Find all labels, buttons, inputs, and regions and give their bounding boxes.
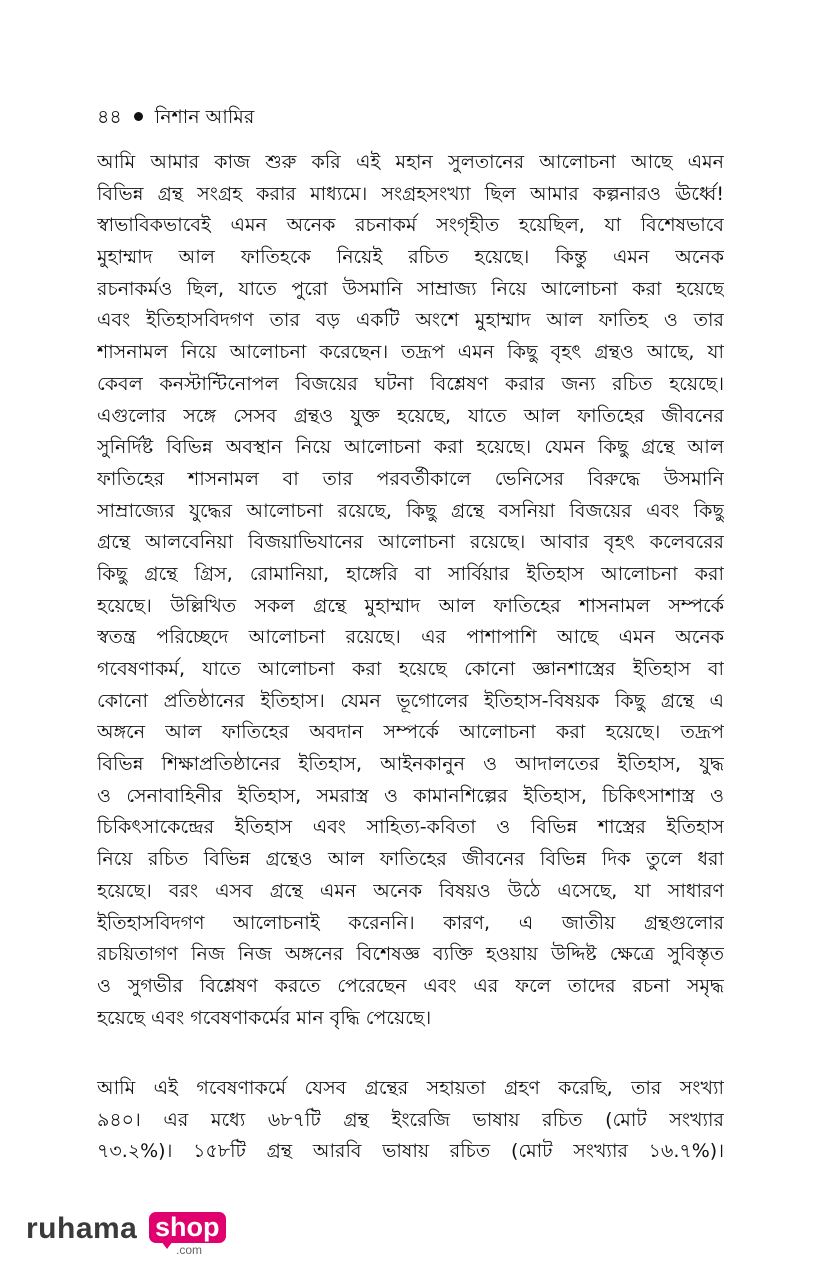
logo-domain-text: .com <box>176 1243 203 1257</box>
text-line: হয়েছে। বরং এসব গ্রন্থে এমন অনেক বিষয়ও উঠে এসেছে, যা সাধারণ <box>97 879 724 902</box>
text-line: গ্রন্থে আলবেনিয়া বিজয়াভিযানের আলোচনা রয়েছে। আবার বৃহৎ কলেবরের <box>97 531 724 554</box>
text-line: এবং ইতিহাসবিদগণ তার বড় একটি অংশে মুহাম্মাদ আল ফাতিহ ও তার <box>97 309 724 332</box>
text-line: ইতিহাসবিদগণ আলোচনাই করেননি। কারণ, এ জাতীয় গ্রন্থগুলোর <box>97 911 724 934</box>
logo-brand-text: ruhama <box>26 1212 138 1245</box>
speech-tail-icon <box>161 1241 173 1249</box>
text-line: বিভিন্ন শিক্ষাপ্রতিষ্ঠানের ইতিহাস, আইনকানুন ও আদালতের ইতিহাস, যুদ্ধ <box>97 753 724 776</box>
text-line: সুনির্দিষ্ট বিভিন্ন অবস্থান নিয়ে আলোচনা করা হয়েছে। যেমন কিছু গ্রন্থে আল <box>97 436 724 459</box>
text-line: হয়েছে। উল্লিখিত সকল গ্রন্থে মুহাম্মাদ আল ফাতিহের শাসনামল সম্পর্কে <box>97 594 724 617</box>
text-line: কেবল কনস্টান্টিনোপল বিজয়ের ঘটনা বিশ্লেষণ করার জন্য রচিত হয়েছে। <box>97 372 724 395</box>
text-line: সাম্রাজ্যের যুদ্ধের আলোচনা রয়েছে, কিছু গ্রন্থে বসনিয়া বিজয়ের এবং কিছু <box>97 499 724 522</box>
text-line: চিকিৎসাকেন্দ্রের ইতিহাস এবং সাহিত্য-কবিতা ও বিভিন্ন শাস্ত্রের ইতিহাস <box>97 816 724 839</box>
ruhamashop-watermark-logo <box>26 1210 226 1260</box>
text-line: মুহাম্মাদ আল ফাতিহকে নিয়েই রচিত হয়েছে। কিন্তু এমন অনেক <box>97 246 724 269</box>
text-line: বিভিন্ন গ্রন্থ সংগ্রহ করার মাধ্যমে। সংগ্রহসংখ্যা ছিল আমার কল্পনারও ঊর্ধ্বে! <box>97 182 724 205</box>
text-line: কিছু গ্রন্থে গ্রিস, রোমানিয়া, হাঙ্গেরি বা সার্বিয়ার ইতিহাস আলোচনা করা <box>97 562 724 585</box>
text-line: ও সেনাবাহিনীর ইতিহাস, সমরাস্ত্র ও কামানশিল্পের ইতিহাস, চিকিৎসাশাস্ত্র ও <box>97 784 724 807</box>
text-line: কোনো প্রতিষ্ঠানের ইতিহাস। যেমন ভূগোলের ইতিহাস-বিষয়ক কিছু গ্রন্থে এ <box>97 689 724 712</box>
text-line: আমি এই গবেষণাকর্মে যেসব গ্রন্থের সহায়তা গ্রহণ করেছি, তার সংখ্যা <box>97 1077 724 1099</box>
text-line: স্বাভাবিকভাবেই এমন অনেক রচনাকর্ম সংগৃহীত হয়েছিল, যা বিশেষভাবে <box>97 214 724 237</box>
logo-badge-text: shop <box>155 1212 220 1242</box>
logo-badge <box>149 1212 226 1243</box>
text-line: ফাতিহের শাসনামল বা তার পরবর্তীকালে ভেনিসের বিরুদ্ধে উসমানি <box>97 467 724 490</box>
running-header <box>97 104 254 130</box>
text-line: আমি আমার কাজ শুরু করি এই মহান সুলতানের আলোচনা আছে এমন <box>97 151 724 173</box>
text-line: রচয়িতাগণ নিজ নিজ অঙ্গনের বিশেষজ্ঞ ব্যক্তি হওয়ায় উদ্দিষ্ট ক্ষেত্রে সুবিস্তৃত <box>97 943 724 966</box>
text-line: নিয়ে রচিত বিভিন্ন গ্রন্থেও আল ফাতিহের জীবনের বিভিন্ন দিক তুলে ধরা <box>97 848 724 871</box>
page-body <box>97 147 724 1169</box>
text-line: হয়েছে এবং গবেষণাকর্মের মান বৃদ্ধি পেয়েছে। <box>97 1006 432 1029</box>
text-line: স্বতন্ত্র পরিচ্ছেদে আলোচনা রয়েছে। এর পাশাপাশি আছে এমন অনেক <box>97 626 724 649</box>
text-line: গবেষণাকর্ম, যাতে আলোচনা করা হয়েছে কোনো জ্ঞানশাস্ত্রের ইতিহাস বা <box>97 658 724 680</box>
book-title: নিশান আমির <box>154 106 255 128</box>
text-line: ও সুগভীর বিশ্লেষণ করতে পেরেছেন এবং এর ফলে তাদের রচনা সমৃদ্ধ <box>97 974 724 997</box>
page-number: ৪৪ <box>97 106 122 128</box>
bullet-dot-icon <box>134 112 143 121</box>
text-line: রচনাকর্মও ছিল, যাতে পুরো উসমানি সাম্রাজ্য নিয়ে আলোচনা করা হয়েছে <box>97 277 724 300</box>
text-line: শাসনামল নিয়ে আলোচনা করেছেন। তদ্রূপ এমন কিছু বৃহৎ গ্রন্থও আছে, যা <box>97 341 724 364</box>
paragraph-1 <box>97 147 724 1067</box>
text-line: ৭৩.২%)। ১৫৮টি গ্রন্থ আরবি ভাষায় রচিত (মোট সংখ্যার ১৬.৭%)। <box>97 1140 724 1163</box>
text-line: অঙ্গনে আল ফাতিহের অবদান সম্পর্কে আলোচনা করা হয়েছে। তদ্রূপ <box>97 721 724 744</box>
paragraph-2 <box>97 1073 724 1169</box>
text-line: ৯৪০। এর মধ্যে ৬৮৭টি গ্রন্থ ইংরেজি ভাষায় রচিত (মোট সংখ্যার <box>97 1108 724 1131</box>
text-line: এগুলোর সঙ্গে সেসব গ্রন্থও যুক্ত হয়েছে, যাতে আল ফাতিহের জীবনের <box>97 404 724 427</box>
